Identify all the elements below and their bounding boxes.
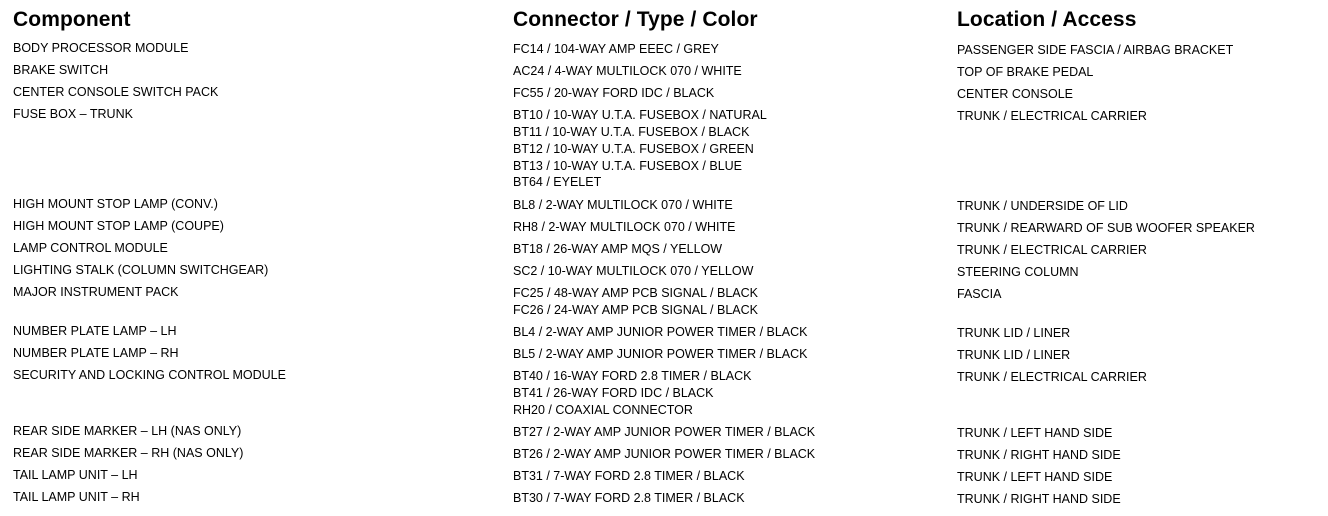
connector-list [513,368,752,418]
table-row [0,423,1328,445]
connector-entry: BT27 / 2-WAY AMP JUNIOR POWER TIMER / BLACK [513,424,816,439]
component-name: CENTER CONSOLE SWITCH PACK [13,85,219,100]
component-name: SECURITY AND LOCKING CONTROL MODULE [13,368,286,383]
table-row [0,467,1328,489]
location-access: STEERING COLUMN [957,264,1079,279]
location-access: TRUNK / LEFT HAND SIDE [957,425,1113,440]
location-access: TRUNK / UNDERSIDE OF LID [957,198,1128,213]
component-name: MAJOR INSTRUMENT PACK [13,284,179,299]
connector-list [513,107,767,191]
table-row [0,489,1328,511]
component-name: LAMP CONTROL MODULE [13,240,168,255]
component-name: NUMBER PLATE LAMP – LH [13,323,177,338]
connector-list [513,197,733,214]
location-access: TRUNK LID / LINER [957,347,1071,362]
location-access: TRUNK / ELECTRICAL CARRIER [957,370,1147,385]
connector-entry: RH8 / 2-WAY MULTILOCK 070 / WHITE [513,219,736,234]
table-row [0,345,1328,367]
component-name: TAIL LAMP UNIT – LH [13,467,138,482]
table-row [0,218,1328,240]
connector-entry: BT40 / 16-WAY FORD 2.8 TIMER / BLACK [513,369,752,384]
component-name: NUMBER PLATE LAMP – RH [13,345,179,360]
table-row [0,445,1328,467]
connector-entry: BT18 / 26-WAY AMP MQS / YELLOW [513,241,723,256]
table-row [0,367,1328,423]
component-name: REAR SIDE MARKER – LH (NAS ONLY) [13,423,242,438]
connector-list [513,285,758,319]
table-row [0,284,1328,323]
location-access: TRUNK / LEFT HAND SIDE [957,469,1113,484]
connector-entry: BT10 / 10-WAY U.T.A. FUSEBOX / NATURAL [513,108,767,123]
location-access: TOP OF BRAKE PEDAL [957,65,1094,80]
connector-list [513,324,808,341]
connector-list [513,219,736,236]
connector-entry: BT11 / 10-WAY U.T.A. FUSEBOX / BLACK [513,125,750,140]
table-row [0,262,1328,284]
connector-entry: SC2 / 10-WAY MULTILOCK 070 / YELLOW [513,263,754,278]
component-name: REAR SIDE MARKER – RH (NAS ONLY) [13,445,244,460]
location-access: TRUNK / ELECTRICAL CARRIER [957,109,1147,124]
component-table [0,40,1328,511]
connector-entry: BT26 / 2-WAY AMP JUNIOR POWER TIMER / BLACK [513,446,816,461]
connector-list [513,446,815,463]
table-row [0,106,1328,195]
location-access: TRUNK / REARWARD OF SUB WOOFER SPEAKER [957,220,1255,235]
column-header-component: Component [13,8,131,31]
connector-entry: AC24 / 4-WAY MULTILOCK 070 / WHITE [513,64,742,79]
connector-entry: FC25 / 48-WAY AMP PCB SIGNAL / BLACK [513,285,758,300]
table-row [0,62,1328,84]
location-access: TRUNK / RIGHT HAND SIDE [957,447,1121,462]
component-name: LIGHTING STALK (COLUMN SWITCHGEAR) [13,262,269,277]
component-name: HIGH MOUNT STOP LAMP (CONV.) [13,196,218,211]
table-row [0,196,1328,218]
location-access: TRUNK / ELECTRICAL CARRIER [957,242,1147,257]
connector-entry: BL4 / 2-WAY AMP JUNIOR POWER TIMER / BLACK [513,324,808,339]
connector-entry: BT31 / 7-WAY FORD 2.8 TIMER / BLACK [513,468,745,483]
connector-entry: BL8 / 2-WAY MULTILOCK 070 / WHITE [513,197,733,212]
connector-entry: BT30 / 7-WAY FORD 2.8 TIMER / BLACK [513,491,745,505]
location-access: TRUNK LID / LINER [957,325,1071,340]
location-access: CENTER CONSOLE [957,87,1073,102]
connector-entry: BT12 / 10-WAY U.T.A. FUSEBOX / GREEN [513,141,754,156]
connector-list [513,41,719,58]
table-row [0,84,1328,106]
connector-entry: BT64 / EYELET [513,175,602,190]
connector-entry: RH20 / COAXIAL CONNECTOR [513,402,693,417]
connector-entry: BL5 / 2-WAY AMP JUNIOR POWER TIMER / BLACK [513,346,808,361]
connector-list [513,241,722,258]
table-row [0,40,1328,62]
connector-entry: BT41 / 26-WAY FORD IDC / BLACK [513,385,714,400]
column-header-location: Location / Access [957,8,1137,31]
connector-list [513,63,742,80]
connector-list [513,263,753,280]
connector-list [513,490,745,507]
location-access: TRUNK / RIGHT HAND SIDE [957,492,1121,506]
component-name: HIGH MOUNT STOP LAMP (COUPE) [13,218,224,233]
location-access: PASSENGER SIDE FASCIA / AIRBAG BRACKET [957,43,1234,57]
component-name: FUSE BOX – TRUNK [13,107,133,122]
connector-list [513,468,745,485]
connector-list [513,85,714,102]
component-name: BRAKE SWITCH [13,63,109,78]
connector-entry: FC14 / 104-WAY AMP EEEC / GREY [513,42,719,56]
connector-entry: FC55 / 20-WAY FORD IDC / BLACK [513,86,715,101]
connector-list [513,424,815,441]
table-row [0,240,1328,262]
column-header-connector: Connector / Type / Color [513,8,758,31]
location-access: FASCIA [957,286,1002,301]
connector-entry: FC26 / 24-WAY AMP PCB SIGNAL / BLACK [513,302,758,317]
connector-list [513,346,808,363]
component-name: BODY PROCESSOR MODULE [13,41,189,55]
table-row [0,323,1328,345]
connector-entry: BT13 / 10-WAY U.T.A. FUSEBOX / BLUE [513,158,743,173]
component-name: TAIL LAMP UNIT – RH [13,490,140,504]
